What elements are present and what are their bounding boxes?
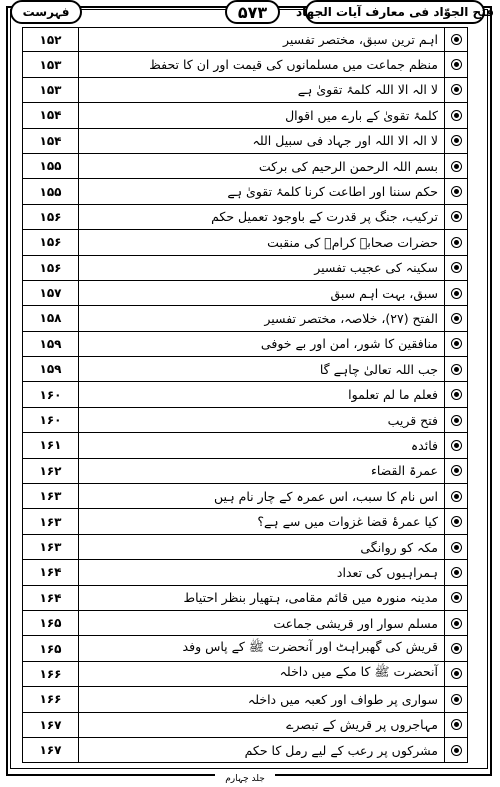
toc-title: مکہ کو روانگی bbox=[360, 539, 438, 555]
toc-row bbox=[22, 586, 468, 611]
bullet-cell bbox=[444, 484, 468, 508]
bullet-icon bbox=[451, 618, 462, 629]
bullet-cell bbox=[444, 408, 468, 432]
toc-row bbox=[22, 52, 468, 77]
toc-page-number: ۱۵۳ bbox=[22, 52, 79, 76]
toc-page-number: ۱۵۸ bbox=[22, 306, 79, 330]
bullet-icon bbox=[451, 415, 462, 426]
bullet-icon bbox=[451, 110, 462, 121]
bullet-icon bbox=[451, 567, 462, 578]
toc-title: جب اللہ تعالیٰ چاہے گا bbox=[319, 361, 438, 377]
bullet-icon bbox=[451, 262, 462, 273]
toc-row bbox=[22, 27, 468, 52]
bullet-icon bbox=[451, 186, 462, 197]
bullet-icon bbox=[451, 34, 462, 45]
toc-page-number: ۱۵۴ bbox=[22, 129, 79, 153]
toc-row bbox=[22, 662, 468, 687]
bullet-cell bbox=[444, 586, 468, 610]
toc-title: مدینہ منورہ میں قائم مقامی، ہتھیار بنظر احتیاط bbox=[183, 590, 438, 606]
bullet-cell bbox=[444, 459, 468, 483]
bullet-icon bbox=[451, 84, 462, 95]
toc-title: الفتح (۲۷)، خلاصہ، مختصر تفسیر bbox=[264, 310, 438, 326]
toc-row bbox=[22, 357, 468, 382]
book-title: فتح الجوّاد فی معارف آیات الجھاد bbox=[305, 0, 485, 24]
bullet-cell bbox=[444, 129, 468, 153]
toc-page-number: ۱۵۶ bbox=[22, 256, 79, 280]
toc-title: بسم اللہ الرحمن الرحیم کی برکت bbox=[258, 158, 438, 174]
bullet-cell bbox=[444, 713, 468, 737]
toc-row bbox=[22, 560, 468, 585]
toc-title: فائدہ bbox=[410, 437, 438, 453]
toc-row bbox=[22, 103, 468, 128]
toc-page-number: ۱۵۵ bbox=[22, 154, 79, 178]
bullet-cell bbox=[444, 662, 468, 686]
toc-page-number: ۱۶۶ bbox=[22, 662, 79, 686]
bullet-cell bbox=[444, 535, 468, 559]
toc-title: ترکیب، جنگ پر قدرت کے باوجود تعمیل حکم bbox=[211, 209, 438, 225]
toc-page-number: ۱۶۲ bbox=[22, 459, 79, 483]
bullet-cell bbox=[444, 611, 468, 635]
bullet-icon bbox=[451, 135, 462, 146]
toc-row bbox=[22, 129, 468, 154]
bullet-icon bbox=[451, 719, 462, 730]
toc-page-number: ۱۶۳ bbox=[22, 535, 79, 559]
toc-page-number: ۱۶۵ bbox=[22, 611, 79, 635]
bullet-cell bbox=[444, 687, 468, 711]
toc-title: عمرۃ القضاء bbox=[370, 463, 438, 479]
toc-title: مہاجروں پر قریش کے تبصرے bbox=[286, 717, 438, 733]
bullet-icon bbox=[451, 288, 462, 299]
bullet-cell bbox=[444, 281, 468, 305]
toc-title: قریش کی گھبراہٹ اور آنحضرت ﷺ کے پاس وفد bbox=[182, 639, 438, 655]
bullet-cell bbox=[444, 52, 468, 76]
toc-title: حکم سننا اور اطاعت کرنا کلمۂ تقویٰ ہے bbox=[227, 184, 438, 200]
toc-row bbox=[22, 179, 468, 204]
toc-title: منظم جماعت میں مسلمانوں کی قیمت اور ان کا تحفظ bbox=[149, 57, 438, 73]
bullet-cell bbox=[444, 78, 468, 102]
toc-title: کیا عمرۂ قضا غزوات میں سے ہے؟ bbox=[257, 514, 438, 530]
bullet-icon bbox=[451, 364, 462, 375]
toc-title: سکینہ کی عجیب تفسیر bbox=[314, 260, 438, 276]
toc-title: اہم ترین سبق، مختصر تفسیر bbox=[283, 32, 438, 48]
bullet-icon bbox=[451, 338, 462, 349]
toc-page-number: ۱۶۳ bbox=[22, 509, 79, 533]
bullet-icon bbox=[451, 694, 462, 705]
toc-row bbox=[22, 509, 468, 534]
toc-row bbox=[22, 636, 468, 661]
toc-title: لا الہ الا اللہ اور جہاد فی سبیل اللہ bbox=[252, 133, 438, 149]
toc-page-number: ۱۵۹ bbox=[22, 332, 79, 356]
toc-title: سواری پر طواف اور کعبہ میں داخلہ bbox=[247, 691, 438, 707]
bullet-icon bbox=[451, 389, 462, 400]
toc-row bbox=[22, 256, 468, 281]
toc-title: فعلم ما لم تعلموا bbox=[348, 387, 438, 403]
toc-page-number: ۱۵۹ bbox=[22, 357, 79, 381]
toc-page-number: ۱۶۷ bbox=[22, 738, 79, 762]
bullet-icon bbox=[451, 59, 462, 70]
toc-row bbox=[22, 535, 468, 560]
contents-table bbox=[22, 27, 468, 763]
toc-row bbox=[22, 484, 468, 509]
bullet-icon bbox=[451, 465, 462, 476]
toc-row bbox=[22, 382, 468, 407]
bullet-cell bbox=[444, 332, 468, 356]
bullet-icon bbox=[451, 668, 462, 679]
toc-title: لا الہ الا اللہ کلمۂ تقویٰ ہے bbox=[297, 82, 438, 98]
bullet-icon bbox=[451, 643, 462, 654]
bullet-cell bbox=[444, 636, 468, 660]
bullet-cell bbox=[444, 509, 468, 533]
section-label: فہرست bbox=[10, 0, 82, 24]
toc-title: ہمراہیوں کی تعداد bbox=[336, 564, 438, 580]
toc-title: سبق، بہت اہم سبق bbox=[330, 285, 438, 301]
toc-page-number: ۱۶۳ bbox=[22, 484, 79, 508]
toc-page-number: ۱۶۶ bbox=[22, 687, 79, 711]
toc-page-number: ۱۵۴ bbox=[22, 103, 79, 127]
bullet-cell bbox=[444, 205, 468, 229]
toc-title: فتح قریب bbox=[387, 412, 438, 428]
toc-page-number: ۱۵۶ bbox=[22, 230, 79, 254]
page-number: ۵۷۳ bbox=[225, 0, 280, 24]
toc-page-number: ۱۶۵ bbox=[22, 636, 79, 660]
toc-row bbox=[22, 154, 468, 179]
bullet-cell bbox=[444, 738, 468, 762]
toc-title: مسلم سوار اور قریشی جماعت bbox=[273, 615, 438, 631]
toc-title: حضرات صحابہ کرامؓ کی منقبت bbox=[267, 234, 438, 250]
bullet-icon bbox=[451, 516, 462, 527]
bullet-icon bbox=[451, 440, 462, 451]
bullet-icon bbox=[451, 542, 462, 553]
toc-page-number: ۱۶۴ bbox=[22, 560, 79, 584]
toc-row bbox=[22, 332, 468, 357]
bullet-icon bbox=[451, 313, 462, 324]
toc-title: مشرکوں پر رعب کے لیے رمل کا حکم bbox=[244, 742, 438, 758]
bullet-cell bbox=[444, 357, 468, 381]
toc-page-number: ۱۶۴ bbox=[22, 586, 79, 610]
toc-row bbox=[22, 611, 468, 636]
bullet-cell bbox=[444, 28, 468, 51]
toc-row bbox=[22, 408, 468, 433]
toc-row bbox=[22, 459, 468, 484]
toc-row bbox=[22, 687, 468, 712]
toc-row bbox=[22, 230, 468, 255]
toc-page-number: ۱۵۷ bbox=[22, 281, 79, 305]
bullet-icon bbox=[451, 592, 462, 603]
toc-title: آنحضرت ﷺ کا مکے میں داخلہ bbox=[279, 664, 438, 680]
toc-row bbox=[22, 738, 468, 763]
volume-label: جلد چہارم bbox=[215, 771, 275, 787]
toc-title: منافقین کا شور، امن اور بے خوفی bbox=[260, 336, 438, 352]
toc-row bbox=[22, 205, 468, 230]
bullet-cell bbox=[444, 179, 468, 203]
toc-row bbox=[22, 713, 468, 738]
bullet-cell bbox=[444, 256, 468, 280]
bullet-icon bbox=[451, 745, 462, 756]
bullet-icon bbox=[451, 237, 462, 248]
toc-page-number: ۱۵۳ bbox=[22, 78, 79, 102]
bullet-cell bbox=[444, 103, 468, 127]
toc-row bbox=[22, 306, 468, 331]
bullet-icon bbox=[451, 211, 462, 222]
bullet-cell bbox=[444, 306, 468, 330]
bullet-cell bbox=[444, 230, 468, 254]
toc-title: اس نام کا سبب، اس عمرہ کے چار نام ہیں bbox=[214, 488, 438, 504]
toc-page-number: ۱۶۰ bbox=[22, 382, 79, 406]
bullet-icon bbox=[451, 491, 462, 502]
toc-page-number: ۱۵۵ bbox=[22, 179, 79, 203]
toc-title: کلمۂ تقویٰ کے بارے میں اقوال bbox=[285, 107, 438, 123]
toc-page-number: ۱۵۲ bbox=[22, 28, 79, 51]
bullet-icon bbox=[451, 161, 462, 172]
bullet-cell bbox=[444, 154, 468, 178]
toc-row bbox=[22, 281, 468, 306]
toc-row bbox=[22, 78, 468, 103]
toc-row bbox=[22, 433, 468, 458]
toc-page-number: ۱۶۰ bbox=[22, 408, 79, 432]
bullet-cell bbox=[444, 382, 468, 406]
bullet-cell bbox=[444, 433, 468, 457]
toc-page-number: ۱۶۱ bbox=[22, 433, 79, 457]
bullet-cell bbox=[444, 560, 468, 584]
toc-page-number: ۱۵۶ bbox=[22, 205, 79, 229]
toc-page-number: ۱۶۷ bbox=[22, 713, 79, 737]
